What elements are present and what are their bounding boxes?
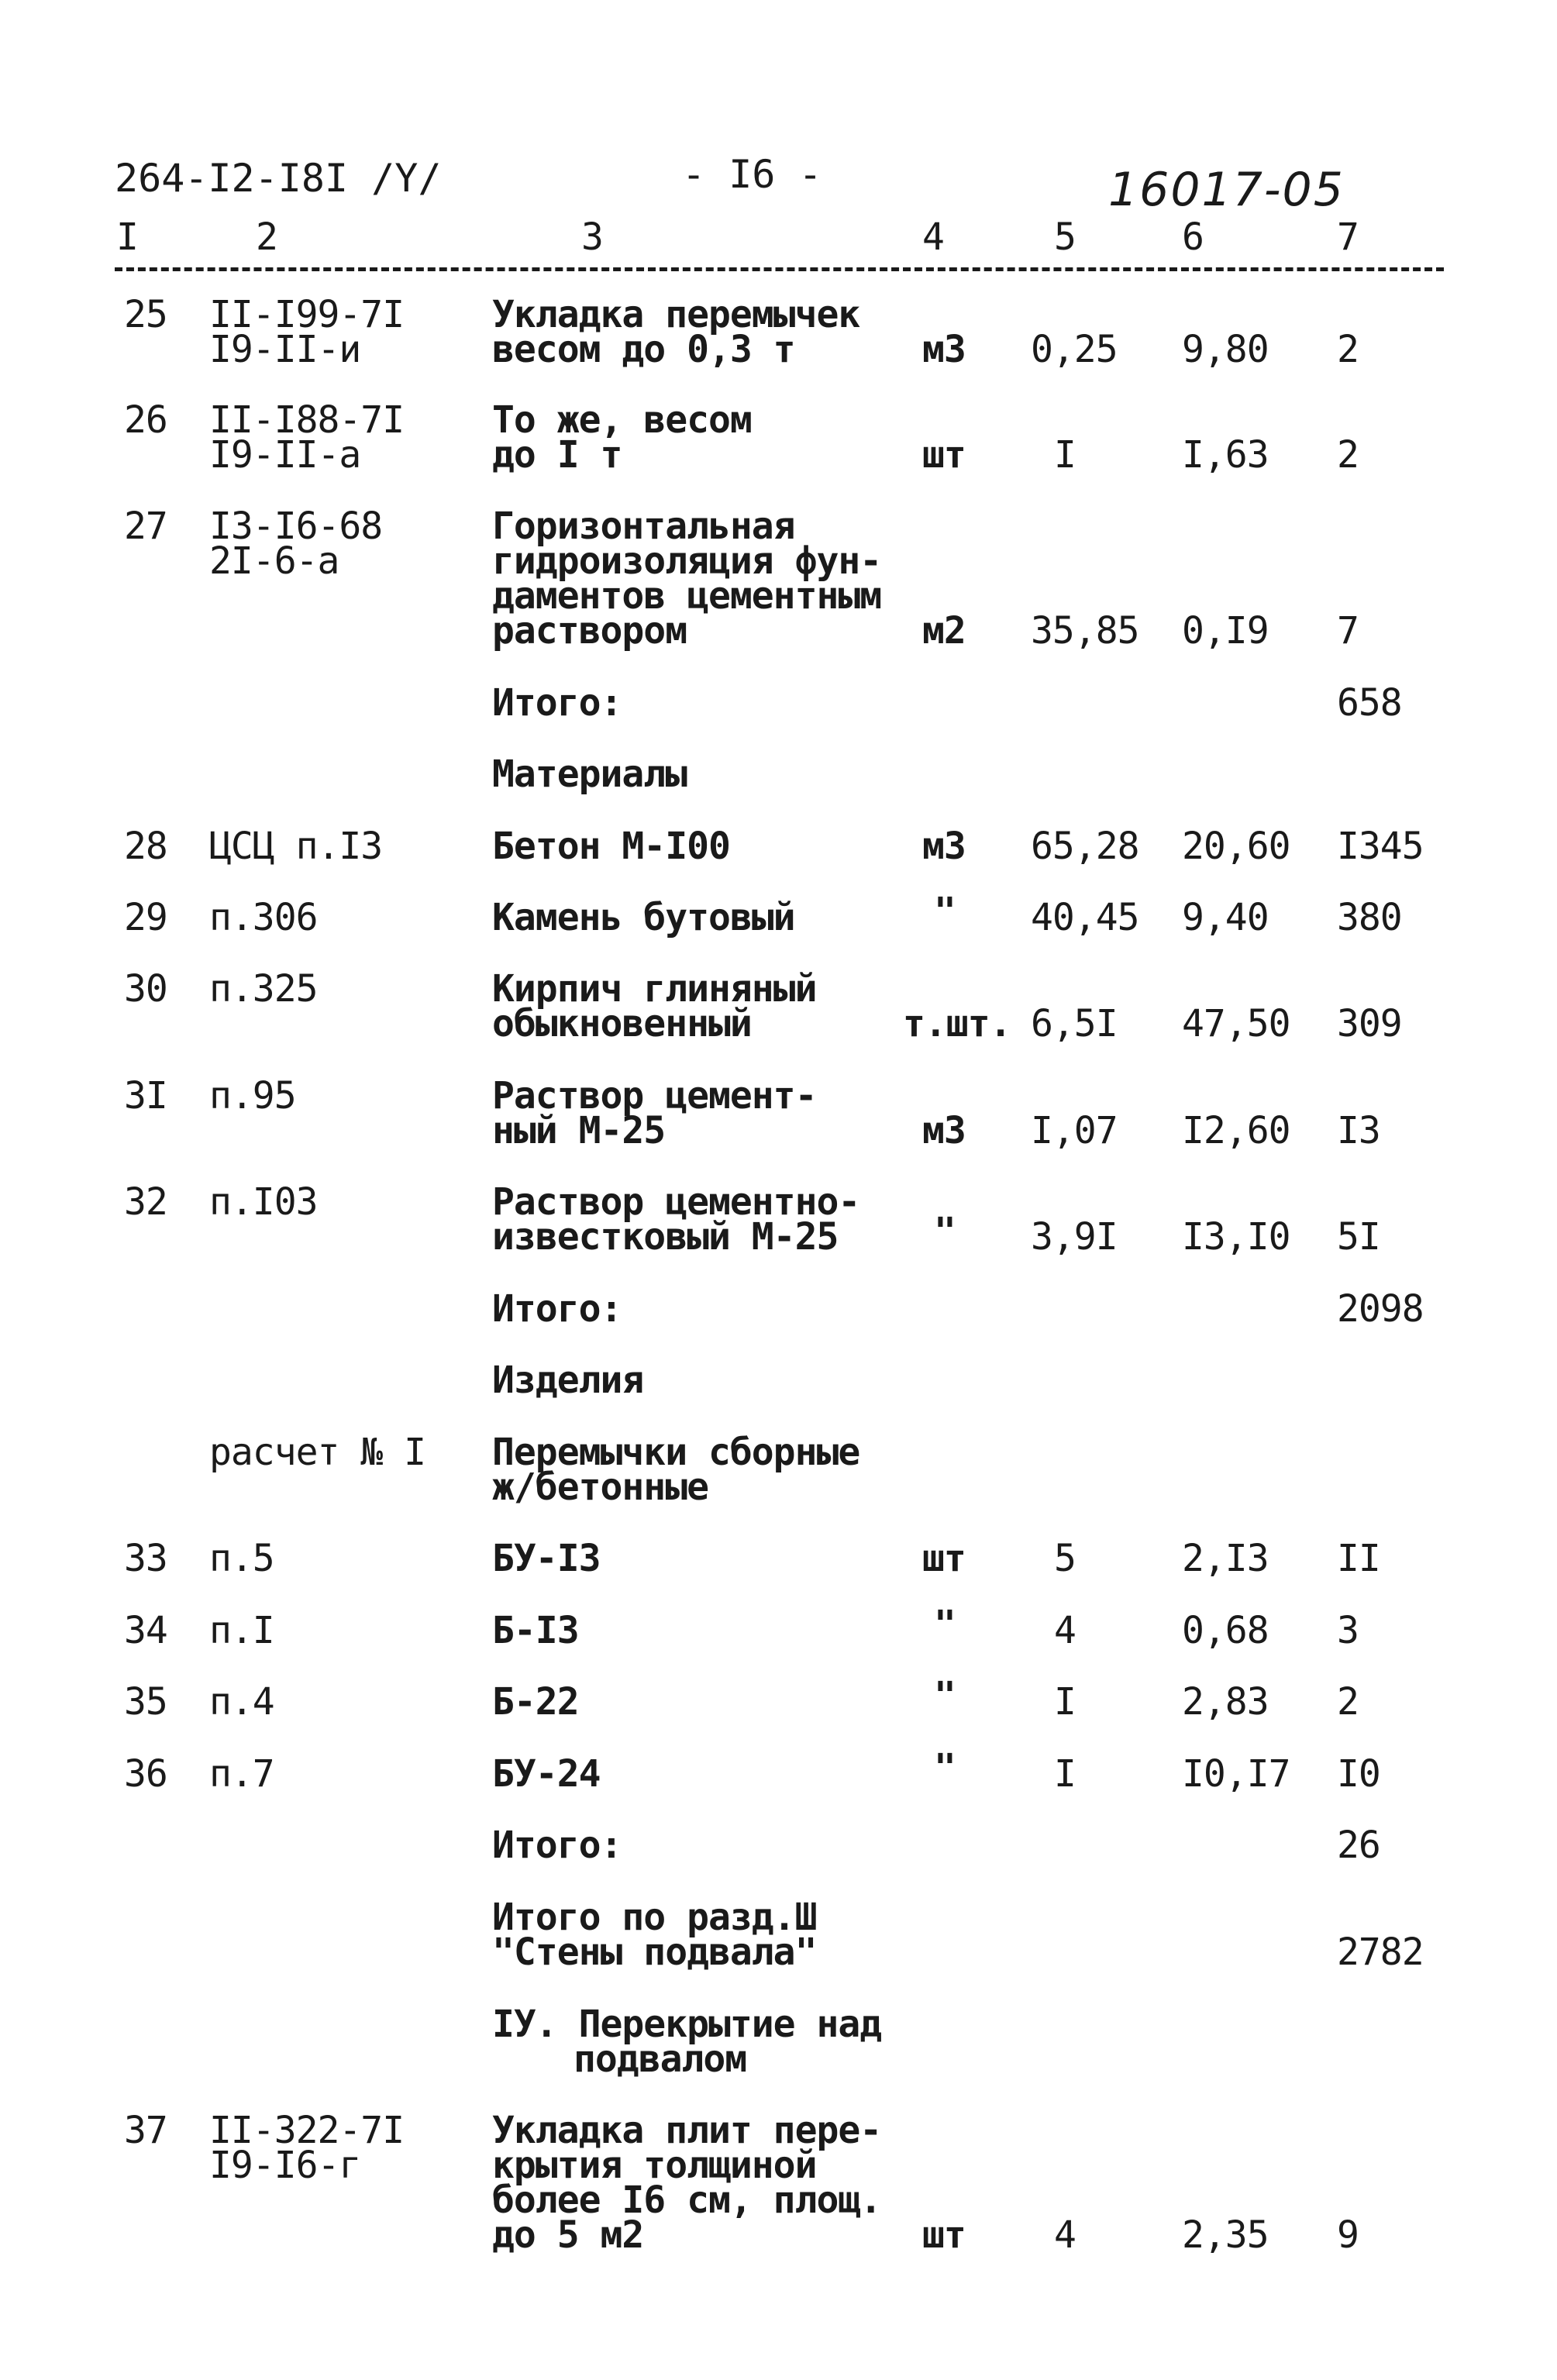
row-ref: I9-II-и bbox=[209, 328, 361, 371]
row-price: 9,80 bbox=[1182, 328, 1269, 371]
row-name: ный М-25 bbox=[492, 1109, 666, 1152]
row-qty: I bbox=[1054, 1680, 1076, 1724]
row-ref: п.I bbox=[209, 1609, 274, 1652]
row-ref: п.5 bbox=[209, 1537, 274, 1580]
row-name: даментов цементным bbox=[492, 574, 882, 618]
row-ref: I3-I6-68 bbox=[209, 505, 383, 548]
row-ref: I9-I6-г bbox=[209, 2144, 361, 2187]
row-qty: 4 bbox=[1054, 2213, 1076, 2257]
row-qty: 6,5I bbox=[1031, 1002, 1118, 1045]
row-total: 5I bbox=[1337, 1215, 1380, 1259]
row-ref: п.306 bbox=[209, 896, 318, 939]
subtotal-value: 2098 bbox=[1337, 1287, 1424, 1331]
row-unit: " bbox=[934, 1603, 956, 1646]
row-qty: 40,45 bbox=[1031, 896, 1139, 939]
subtotal-label: Итого: bbox=[492, 1824, 622, 1867]
row-number: 29 bbox=[124, 896, 167, 939]
row-number: 27 bbox=[124, 505, 167, 548]
row-name: ж/бетонные bbox=[492, 1466, 708, 1509]
row-name: Укладка плит пере- bbox=[492, 2109, 882, 2152]
row-number: 3I bbox=[124, 1074, 167, 1118]
column-number: 2 bbox=[256, 215, 278, 259]
row-ref: п.7 bbox=[209, 1752, 274, 1796]
row-unit: м3 bbox=[922, 825, 966, 868]
column-number: 7 bbox=[1337, 215, 1359, 259]
page-number: - I6 - bbox=[682, 152, 822, 197]
row-number: 33 bbox=[124, 1537, 167, 1580]
row-price: I3,I0 bbox=[1182, 1215, 1290, 1259]
row-number: 36 bbox=[124, 1752, 167, 1796]
section-heading: IУ. Перекрытие над bbox=[492, 2003, 882, 2046]
row-name: Укладка перемычек bbox=[492, 293, 860, 336]
row-number: 26 bbox=[124, 398, 167, 442]
row-name: Раствор цемент- bbox=[492, 1074, 817, 1118]
row-unit: м2 bbox=[922, 609, 966, 653]
row-qty: I bbox=[1054, 433, 1076, 477]
row-price: 2,I3 bbox=[1182, 1537, 1269, 1580]
row-number: 34 bbox=[124, 1609, 167, 1652]
row-total: 3 bbox=[1337, 1609, 1359, 1652]
row-unit: шт bbox=[922, 433, 966, 477]
subtotal-value: 658 bbox=[1337, 681, 1402, 725]
section-heading: подвалом bbox=[574, 2037, 747, 2081]
row-ref: I9-II-а bbox=[209, 433, 361, 477]
row-name: Перемычки сборные bbox=[492, 1431, 860, 1474]
row-unit: " bbox=[934, 1674, 956, 1717]
row-ref: п.95 bbox=[209, 1074, 296, 1118]
row-name: Горизонтальная bbox=[492, 505, 795, 548]
row-name: Кирпич глиняный bbox=[492, 967, 817, 1011]
row-name: до I т bbox=[492, 433, 622, 477]
row-ref: 2I-6-а bbox=[209, 539, 339, 583]
row-unit: " bbox=[934, 1210, 956, 1253]
subtotal-value: 26 bbox=[1337, 1824, 1380, 1867]
section-total-value: 2782 bbox=[1337, 1931, 1424, 1974]
row-total: 7 bbox=[1337, 609, 1359, 653]
row-total: 2 bbox=[1337, 433, 1359, 477]
row-ref: расчет № I bbox=[209, 1431, 425, 1474]
row-name: обыкновенный bbox=[492, 1002, 752, 1045]
row-price: 20,60 bbox=[1182, 825, 1290, 868]
row-price: 0,68 bbox=[1182, 1609, 1269, 1652]
row-number: 30 bbox=[124, 967, 167, 1011]
column-number: 4 bbox=[922, 215, 945, 259]
row-total: I3 bbox=[1337, 1109, 1380, 1152]
row-name: известковый М-25 bbox=[492, 1215, 839, 1259]
section-label: Изделия bbox=[492, 1359, 644, 1402]
row-name: крытия толщиной bbox=[492, 2144, 817, 2187]
row-unit: шт bbox=[922, 2213, 966, 2257]
row-price: 2,35 bbox=[1182, 2213, 1269, 2257]
section-label: Материалы bbox=[492, 753, 687, 796]
row-total: 380 bbox=[1337, 896, 1402, 939]
row-price: 2,83 bbox=[1182, 1680, 1269, 1724]
row-total: II bbox=[1337, 1537, 1380, 1580]
row-number: 32 bbox=[124, 1180, 167, 1224]
row-unit: " bbox=[934, 890, 956, 933]
row-name: гидроизоляция фун- bbox=[492, 539, 882, 583]
row-number: 35 bbox=[124, 1680, 167, 1724]
section-total-label: Итого по разд.Ш bbox=[492, 1896, 817, 1939]
row-qty: 35,85 bbox=[1031, 609, 1139, 653]
row-name: То же, весом bbox=[492, 398, 752, 442]
column-number: 5 bbox=[1054, 215, 1076, 259]
column-number: 6 bbox=[1182, 215, 1204, 259]
row-qty: 5 bbox=[1054, 1537, 1076, 1580]
row-ref: п.I03 bbox=[209, 1180, 318, 1224]
row-total: 2 bbox=[1337, 328, 1359, 371]
header-divider bbox=[115, 267, 1444, 271]
row-name: Раствор цементно- bbox=[492, 1180, 860, 1224]
row-qty: 65,28 bbox=[1031, 825, 1139, 868]
row-ref: п.4 bbox=[209, 1680, 274, 1724]
column-number: 3 bbox=[581, 215, 604, 259]
row-total: 2 bbox=[1337, 1680, 1359, 1724]
row-price: 9,40 bbox=[1182, 896, 1269, 939]
row-qty: I,07 bbox=[1031, 1109, 1118, 1152]
row-name: раствором bbox=[492, 609, 687, 653]
row-ref: II-I88-7I bbox=[209, 398, 405, 442]
row-unit: " bbox=[934, 1746, 956, 1789]
row-ref: ЦСЦ п.I3 bbox=[209, 825, 383, 868]
row-total: 309 bbox=[1337, 1002, 1402, 1045]
row-total: I0 bbox=[1337, 1752, 1380, 1796]
row-unit: м3 bbox=[922, 1109, 966, 1152]
row-ref: II-322-7I bbox=[209, 2109, 405, 2152]
subtotal-label: Итого: bbox=[492, 1287, 622, 1331]
row-price: I,63 bbox=[1182, 433, 1269, 477]
row-price: 0,I9 bbox=[1182, 609, 1269, 653]
column-number: I bbox=[116, 215, 139, 259]
row-unit: т.шт. bbox=[903, 1002, 1011, 1045]
row-name: Б-I3 bbox=[492, 1609, 579, 1652]
row-total: I345 bbox=[1337, 825, 1424, 868]
row-price: I0,I7 bbox=[1182, 1752, 1290, 1796]
section-total-label: "Стены подвала" bbox=[492, 1931, 817, 1974]
subtotal-label: Итого: bbox=[492, 681, 622, 725]
row-number: 37 bbox=[124, 2109, 167, 2152]
row-ref: II-I99-7I bbox=[209, 293, 405, 336]
row-qty: I bbox=[1054, 1752, 1076, 1796]
doc-code: 264-I2-I8I /Y/ bbox=[115, 156, 442, 201]
row-number: 25 bbox=[124, 293, 167, 336]
row-total: 9 bbox=[1337, 2213, 1359, 2257]
row-name: Б-22 bbox=[492, 1680, 579, 1724]
row-unit: шт bbox=[922, 1537, 966, 1580]
row-name: весом до 0,3 т bbox=[492, 328, 795, 371]
row-name: более I6 см, площ. bbox=[492, 2179, 882, 2222]
row-name: до 5 м2 bbox=[492, 2213, 644, 2257]
row-qty: 4 bbox=[1054, 1609, 1076, 1652]
row-name: БУ-I3 bbox=[492, 1537, 601, 1580]
row-name: Бетон М-I00 bbox=[492, 825, 730, 868]
row-name: Камень бутовый bbox=[492, 896, 795, 939]
row-name: БУ-24 bbox=[492, 1752, 601, 1796]
row-price: 47,50 bbox=[1182, 1002, 1290, 1045]
row-price: I2,60 bbox=[1182, 1109, 1290, 1152]
row-ref: п.325 bbox=[209, 967, 318, 1011]
row-qty: 3,9I bbox=[1031, 1215, 1118, 1259]
row-unit: м3 bbox=[922, 328, 966, 371]
handwritten-number: 16017-05 bbox=[1108, 163, 1345, 217]
row-qty: 0,25 bbox=[1031, 328, 1118, 371]
row-number: 28 bbox=[124, 825, 167, 868]
